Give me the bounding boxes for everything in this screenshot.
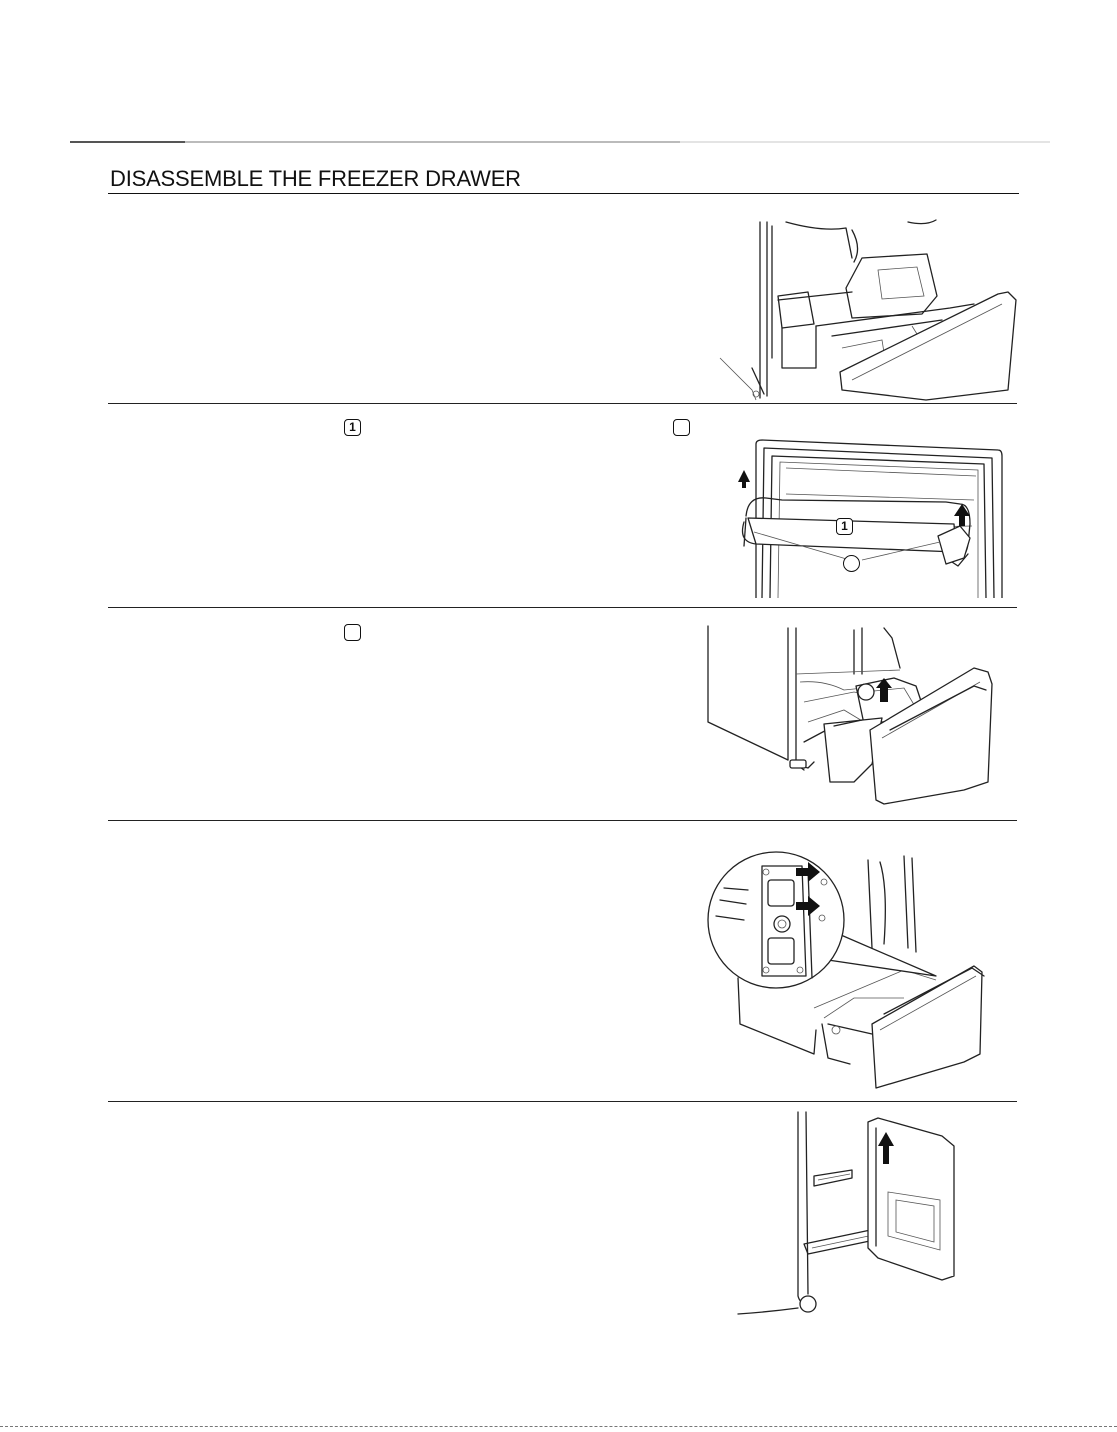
step-divider [108,403,1017,404]
figure-drawer-open [712,218,1020,403]
figure-door-bin [726,434,1006,598]
figure-label-2 [843,555,860,572]
callout-2 [673,419,690,436]
callout-3 [344,624,361,641]
step-divider [108,607,1017,608]
title-underline [108,193,1019,194]
callout-1: 1 [344,419,361,436]
figure-drawer-lift [728,1108,974,1320]
page-title: DISASSEMBLE THE FREEZER DRAWER [110,166,521,191]
page-bottom-edge [0,1426,1117,1427]
figure-ice-bucket [704,622,1000,808]
step-divider [108,1101,1017,1102]
step-divider [108,820,1017,821]
figure-drawer-screws [704,848,986,1092]
figure-label-1: 1 [836,518,853,535]
header-rule [70,141,1050,143]
